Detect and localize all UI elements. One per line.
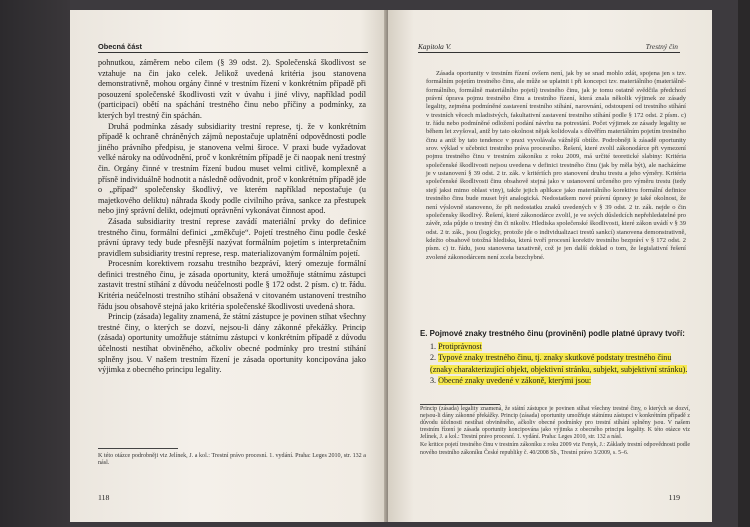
definition-list bbox=[420, 341, 690, 387]
highlighted-text: Obecné znaky uvedené v zákoně, kterými jsou: bbox=[438, 376, 592, 385]
footnote-rule bbox=[420, 404, 500, 405]
desk-background bbox=[0, 0, 70, 527]
left-page bbox=[70, 10, 386, 522]
footnote-rule bbox=[98, 448, 178, 449]
paragraph: Druhá podmínka zásady subsidiarity trestní represe, tj. že v konkrétním případě k ochraně chráněných zájmů nepostačuje uplatnění odpovědnosti podle jiného právního předpisu, je stanovena velmi široce. V praxi bude vyžadovat velké nároky na odůvodnění, proč v konkrétním případě je či naopak není trestný čin. Orgány činné v trestním řízení budou muset velmi citlivě, komplexně a přísně individuálně hodnotit a následně odůvodnit, proč v konkrétním případě jde o „případ“ společensky škodlivý, ve kterém například nepostačuje (u majetkového deliktu) náhrada škody podle civilního práva, sankce za přestupek nebo jiný správní delikt, odejmutí oprávnění vykonávat činnost apod. bbox=[98, 121, 366, 216]
header-rule bbox=[418, 52, 680, 53]
book-spread bbox=[70, 10, 750, 522]
section-pojmove-znaky bbox=[420, 328, 690, 387]
footnote: Ke kritice pojetí trestného činu v trestním zákoníku z roku 2009 viz Fenyk, J.: Základy trestní odpovědnosti podle nového trestního zákoníku České republiky č. 40/2008 Sb., Trestní právo 3/2009, s. 5–6. bbox=[420, 442, 690, 456]
list-item bbox=[430, 352, 690, 375]
paragraph: Procesním korektivem rozsahu trestního bezpráví, který omezuje formální definici trestného činu, je zásada oportunity, která umožňuje státnímu zástupci zastavit trestní stíhání z důvodu neúčelnosti podle § 172 odst. 2 písm. c) tr. řádu. Kritéria neúčelnosti trestního stíhání obsažená v citovaném ustanovení trestního řádu jsou obsahově stejná jako kritéria společenské škodlivosti uvedená shora. bbox=[98, 259, 366, 311]
highlighted-text: Protiprávnost bbox=[438, 341, 482, 351]
running-head-chapter: Kapitola V. bbox=[418, 42, 452, 51]
right-body-text bbox=[426, 70, 686, 262]
list-item bbox=[430, 341, 690, 353]
paragraph: Zásada oportunity v trestním řízení ovšem není, jak by se snad mohlo zdát, spojena jen s tzv. formálním pojetím trestného činu, ale může se uplatnit i při koncepci tzv. materiálního (materiálně-formálního, formálně materiálního pojetí) trestného činu, jak je tomu ostatně svědčila předchozí právní úprava pojmu trestného činu a trestního řízení, která znala několik výjimek ze zásady legality, zejména podmíněné zastavení trestního stíhání, narovnání, odstoupení od trestního stíhání v trestních věcech mladistvých, fakultativní zastavení trestního stíhání podle § 172 odst. 2 písm. c) tr. řádu nebo podmíněné odložení podání návrhu na potrestání. Počet výjimek ze zásady legality se během let zvyšoval, aniž by tato okolnost nějak kolidovala s důvěřím materiálním pojetím trestného činu a aniž by tato tendence v praxi vyvolávala vážnější obtíže. Podrobněji k zásadě oportunity srov. výklad v učebnici trestního práva procesního. Řešení, které zvolil zákonodárce při vymezení pojmu trestného činu v trestním zákoníku z roku 2009, má určité teoretické slabiny: Kritéria společenské škodlivosti nejsou uvedena v definici trestného činu (jak by měla být), ale nacházíme je v ustanovení § 39 odst. 2 tr. zák. v kritériích pro stanovení druhu trestu a jeho výměry. Kritéria společenské škodlivosti činu obsahově stejná jako v ustanovení určeného pro výměru trestu (tedy stejí jaksi mimo oblast viny), takže jejich aplikace jako materiálního korektivu formální definice trestného činu bude muset být analogická. Nedostatkem nové právní úpravy je také okolnost, že není výslovně stanoveno, že při nedostatku znaků uvedených v § 39 odst. 2 tr. zák. nejde o čin společensky škodlivý. Řešení, které zákonodárce zvolil, je ve svých důsledcích nepřehledatelné pro závěr, zda půjde o trestný čin či nikoliv. Hlediska společenské škodlivosti, které zákon uvádí v § 39 odst. 2 tr. zák., jsou (logicky, protože jde o individualizaci trestů sankcí) stanovena demonstrativně, kdežto obsahově totožná hlediska, která tvoří procesní korektiv trestního bezpráví v § 172 odst. 2 písm. c) tr. řádu, jsou stanovena taxativně, což je jen další doklad o tom, že legislativní řešení zvolené zákonodárcem není zcela bezchybné. bbox=[426, 70, 686, 261]
footnote: K této otázce podrobněji viz Jelínek, J. a kol.: Trestní právo procesní. 1. vydání. Praha: Leges 2010, str. 132 a násl. bbox=[98, 453, 366, 467]
page-number-right: 119 bbox=[668, 493, 680, 502]
list-number: 2. bbox=[430, 353, 437, 362]
running-head-title: Trestný čin bbox=[645, 42, 678, 51]
list-number: 3. bbox=[430, 376, 437, 385]
paragraph: Princip (zásada) legality znamená, že státní zástupce je povinen stíhat všechny trestné činy, o kterých se dozví, nejsou-li dány zákonné překážky. Princip (zásada) oportunity umožňuje státnímu zástupci v konkrétním případě z důvodu účelnosti nestíhat obviněného, ačkoliv obecné podmínky pro trestní stíhání splněny jsou. V našem trestním řízení je zásada oportunity koncipována jako výjimka z obecného principu legality. bbox=[98, 312, 366, 375]
header-rule bbox=[98, 52, 368, 53]
section-heading: E. Pojmové znaky trestného činu (provinění) podle platné úpravy tvoří: bbox=[420, 329, 685, 338]
right-page bbox=[388, 10, 712, 522]
paragraph: Zásada subsidiarity trestní represe zavádí materiální prvky do definice trestného činu, formální definici „změkčuje“. Pojetí trestného činu podle české právní úpravy tedy bude přesnější nazývat formálním pojetím s interpretačním pravidlem subsidiarity trestní represe, resp. materializovaným formálním pojetí. bbox=[98, 216, 366, 258]
highlighted-text: Typové znaky trestného činu, tj. znaky skutkové podstaty trestného činu (znaky charakterizující objekt, objektivní stránku, subjekt, subjektivní stránku). bbox=[430, 353, 688, 374]
list-item bbox=[430, 375, 690, 387]
page-number-left: 118 bbox=[98, 493, 110, 502]
paragraph: pohnutkou, záměrem nebo cílem (§ 39 odst. 2). Společenská škodlivost se vztahuje na čin jako celek. Jelikož uvedená kritéria jsou stanovena demonstrativně, mohou orgány činné v trestním řízení v konkrétním případě při posouzení společenské škodlivosti vzít v úvahu i jiné vlivy, například podíl (participaci) obětí na spáchání trestného činu nebo příčiny a podmínky, za kterých byl trestný čin spáchán. bbox=[98, 58, 366, 120]
footnote: Princip (zásada) legality znamená, že státní zástupce je povinen stíhat všechny trestné činy, o kterých se dozví, nejsou-li dány zákonné překážky. Princip (zásada) oportunity umožňuje státnímu zástupci v konkrétním případě z důvodu účelnosti nestíhat obviněného, ačkoliv obecné podmínky pro trestní stíhání splněny jsou. V našem trestním řízení je zásada oportunity koncipována jako výjimka z obecného principu legality. K této otázce viz Jelínek, J. a kol.: Trestní právo procesní. 1. vydání. Praha: Leges 2010, str. 132 a násl. bbox=[420, 406, 690, 441]
footnotes bbox=[420, 406, 690, 458]
list-number: 1. bbox=[430, 341, 437, 351]
left-body-text bbox=[98, 58, 366, 376]
running-head-left: Obecná část bbox=[98, 42, 142, 51]
